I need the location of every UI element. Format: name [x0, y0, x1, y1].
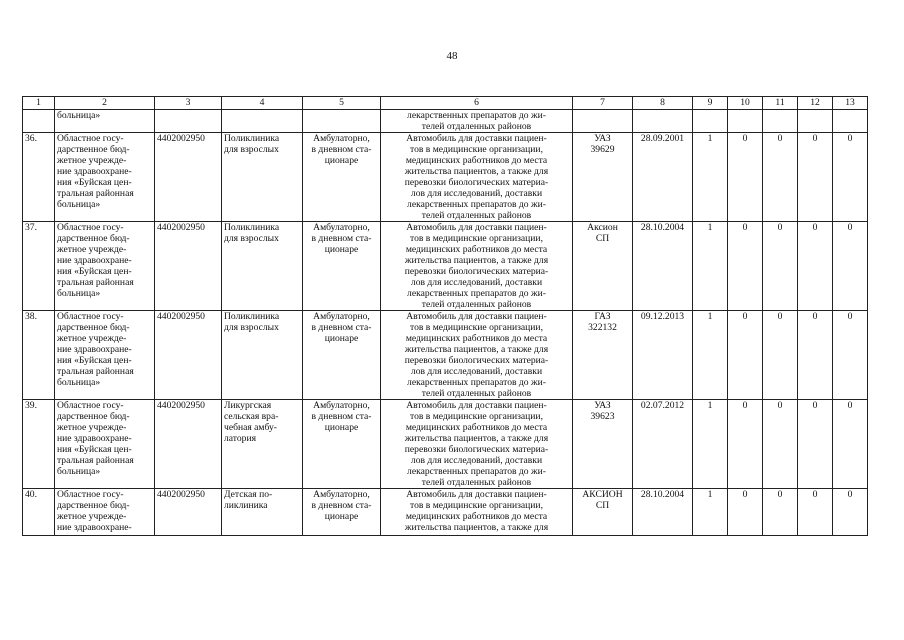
cell-date: 02.07.2012 [633, 400, 693, 489]
cell-organization: Областное госу- дарственное бюд- жетное учрежде- ние здравоохране- [55, 489, 155, 536]
cell-division: Поликлиника для взрослых [222, 311, 303, 400]
cell-number: 37. [23, 222, 55, 311]
cell-col10: 0 [728, 489, 763, 536]
cell-col11: 0 [763, 133, 798, 222]
cell-model: ГАЗ 322132 [573, 311, 633, 400]
cell-organization: Областное госу- дарственное бюд- жетное учрежде- ние здравоохране- ния «Буйская цен- тральная районная больница» [55, 222, 155, 311]
cell-purpose: Автомобиль для доставки пациен- тов в медицинские организации, медицинских работников до места жительства пациентов, а также для перевозки биологических материа- лов для исследований, доставки лекарственных препаратов до жи- телей отдаленных районов [381, 311, 573, 400]
cell-date: 28.10.2004 [633, 222, 693, 311]
cell-purpose: Автомобиль для доставки пациен- тов в медицинские организации, медицинских работников до места жительства пациентов, а также для перевозки биологических материа- лов для исследований, доставки лекарственных препаратов до жи- телей отдаленных районов [381, 400, 573, 489]
column-header: 11 [763, 97, 798, 110]
cell-col11: 0 [763, 489, 798, 536]
cell-col13: 0 [833, 400, 868, 489]
cell-model: АКСИОН СП [573, 489, 633, 536]
vehicle-table [22, 96, 868, 536]
cell-division: Ликургская сельская вра- чебная амбу- латория [222, 400, 303, 489]
column-header: 2 [55, 97, 155, 110]
cell-organization: Областное госу- дарственное бюд- жетное учрежде- ние здравоохране- ния «Буйская цен- тральная районная больница» [55, 400, 155, 489]
cell-col12: 0 [798, 489, 833, 536]
cell-col13: 0 [833, 311, 868, 400]
cell-conditions [303, 110, 381, 133]
cell-conditions: Амбулаторно, в дневном ста- ционаре [303, 222, 381, 311]
cell-division: Поликлиника для взрослых [222, 222, 303, 311]
cell-inn: 4402002950 [155, 400, 222, 489]
cell-number: 38. [23, 311, 55, 400]
cell-date [633, 110, 693, 133]
column-header: 9 [693, 97, 728, 110]
cell-col12: 0 [798, 311, 833, 400]
cell-inn: 4402002950 [155, 311, 222, 400]
cell-model [573, 110, 633, 133]
cell-number [23, 110, 55, 133]
cell-conditions: Амбулаторно, в дневном ста- ционаре [303, 133, 381, 222]
cell-organization: Областное госу- дарственное бюд- жетное учрежде- ние здравоохране- ния «Буйская цен- тральная районная больница» [55, 133, 155, 222]
cell-col12 [798, 110, 833, 133]
cell-col13: 0 [833, 133, 868, 222]
column-header: 7 [573, 97, 633, 110]
cell-col11: 0 [763, 400, 798, 489]
cell-inn: 4402002950 [155, 133, 222, 222]
cell-date: 28.10.2004 [633, 489, 693, 536]
cell-col9: 1 [693, 400, 728, 489]
cell-division [222, 110, 303, 133]
table-row [23, 133, 868, 222]
cell-col9: 1 [693, 133, 728, 222]
cell-organization: больница» [55, 110, 155, 133]
continued-row [23, 110, 868, 133]
cell-col10 [728, 110, 763, 133]
column-header: 10 [728, 97, 763, 110]
cell-organization: Областное госу- дарственное бюд- жетное учрежде- ние здравоохране- ния «Буйская цен- тральная районная больница» [55, 311, 155, 400]
cell-model: Аксион СП [573, 222, 633, 311]
cell-col13: 0 [833, 222, 868, 311]
column-header: 5 [303, 97, 381, 110]
cell-purpose: Автомобиль для доставки пациен- тов в медицинские организации, медицинских работников до места жительства пациентов, а также для перевозки биологических материа- лов для исследований, доставки лекарственных препаратов до жи- телей отдаленных районов [381, 222, 573, 311]
cell-purpose: Автомобиль для доставки пациен- тов в медицинские организации, медицинских работников до места жительства пациентов, а также для перевозки биологических материа- лов для исследований, доставки лекарственных препаратов до жи- телей отдаленных районов [381, 133, 573, 222]
column-header: 3 [155, 97, 222, 110]
cell-number: 39. [23, 400, 55, 489]
cell-division: Поликлиника для взрослых [222, 133, 303, 222]
cell-col10: 0 [728, 133, 763, 222]
cell-date: 28.09.2001 [633, 133, 693, 222]
cell-division: Детская по- ликлиника [222, 489, 303, 536]
column-header: 12 [798, 97, 833, 110]
cell-col12: 0 [798, 222, 833, 311]
cell-number: 40. [23, 489, 55, 536]
cell-col13: 0 [833, 489, 868, 536]
page-number: 48 [446, 50, 458, 62]
cell-date: 09.12.2013 [633, 311, 693, 400]
column-number-row [23, 97, 868, 110]
cell-col9: 1 [693, 489, 728, 536]
cell-number: 36. [23, 133, 55, 222]
cell-col9 [693, 110, 728, 133]
cell-model: УАЗ 39623 [573, 400, 633, 489]
table-row [23, 311, 868, 400]
table-row [23, 222, 868, 311]
cell-model: УАЗ 39629 [573, 133, 633, 222]
cell-col13 [833, 110, 868, 133]
cell-col11: 0 [763, 222, 798, 311]
cell-col12: 0 [798, 133, 833, 222]
cell-col10: 0 [728, 222, 763, 311]
cell-inn: 4402002950 [155, 222, 222, 311]
column-header: 1 [23, 97, 55, 110]
cell-col11 [763, 110, 798, 133]
column-header: 8 [633, 97, 693, 110]
column-header: 4 [222, 97, 303, 110]
cell-col9: 1 [693, 222, 728, 311]
table-row [23, 400, 868, 489]
cell-conditions: Амбулаторно, в дневном ста- ционаре [303, 489, 381, 536]
column-header: 13 [833, 97, 868, 110]
cell-conditions: Амбулаторно, в дневном ста- ционаре [303, 400, 381, 489]
cell-conditions: Амбулаторно, в дневном ста- ционаре [303, 311, 381, 400]
cell-col11: 0 [763, 311, 798, 400]
cell-col10: 0 [728, 311, 763, 400]
column-header: 6 [381, 97, 573, 110]
cell-purpose: лекарственных препаратов до жи- телей отдаленных районов [381, 110, 573, 133]
cell-inn: 4402002950 [155, 489, 222, 536]
cell-inn [155, 110, 222, 133]
cell-purpose: Автомобиль для доставки пациен- тов в медицинские организации, медицинских работников до места жительства пациентов, а также для [381, 489, 573, 536]
table-row [23, 489, 868, 536]
cell-col12: 0 [798, 400, 833, 489]
cell-col9: 1 [693, 311, 728, 400]
cell-col10: 0 [728, 400, 763, 489]
